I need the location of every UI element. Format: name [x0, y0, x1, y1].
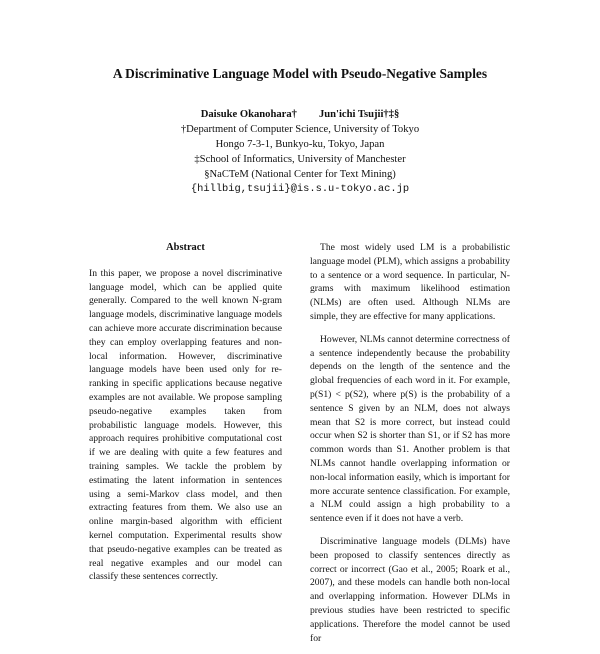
author-email: {hillbig,tsujii}@is.s.u-tokyo.ac.jp [190, 183, 410, 195]
body-paragraph-2: However, NLMs cannot determine correctness of a sentence independently because the probability depends on the length of the sentence and the global frequencies of each word in it. For example, p(S1) < p(S2), where p(S) is the probability of a sentence S given by an NLM, does not always mean that S2 is more correct, but instead could occur when S2 is shorter than S1, or if S2 has more common words than S1. Another problem is that NLMs cannot handle overlapping information or non-local information easily, which is important for more accurate sentence classification. For example, a NLM could assign a high probability to a sentence even if it does not have a verb. [310, 333, 510, 525]
affiliation-2: Hongo 7-3-1, Bunkyo-ku, Tokyo, Japan [215, 139, 385, 150]
author-name-1: Daisuke Okanohara† [200, 109, 297, 120]
abstract-heading: Abstract [166, 242, 205, 253]
affiliation-1: †Department of Computer Science, University of Tokyo [180, 124, 420, 135]
affiliation-3: ‡School of Informatics, University of Manchester [194, 154, 406, 165]
body-paragraph-1: The most widely used LM is a probabilistic language model (PLM), which assigns a probability to a sentence or a word sequence. In particular, N-grams with maximum likelihood estimation (NLMs) are often used. Although NLMs are simple, they are effective for many applications. [310, 242, 510, 322]
body-paragraph-3: Discriminative language models (DLMs) have been proposed to classify sentences directly as correct or incorrect (Gao et al., 2005; Roark et al., 2007), and these models can handle both non-local and overlapping information. However DLMs in previous studies have been restricted to specific applications. Therefore the model cannot be used for [310, 535, 510, 644]
author-block [0, 107, 600, 197]
intro-column [310, 241, 510, 654]
affiliation-4: §NaCTeM (National Center for Text Mining) [204, 169, 396, 180]
author-name-2: Jun'ichi Tsujii†‡§ [318, 109, 400, 120]
abstract-column [89, 241, 282, 593]
abstract-text: In this paper, we propose a novel discriminative language model, which can be applied quite generally. Compared to the well known N-gram language models, discriminative language models can achieve more accurate discrimination because they can employ overlapping features and non-local information. However, discriminative language models have been used only for re-ranking in specific applications because negative examples are not available. We propose sampling pseudo-negative examples taken from probabilistic language models. However, this approach requires prohibitive computational cost if we are dealing with quite a few features and training samples. We tackle the problem by estimating the latent information in sentences using a semi-Markov class model, and then extracting features from them. We also use an online margin-based algorithm with efficient kernel computation. Experimental results show that pseudo-negative examples can be treated as real negative examples and our model can classify these sentences correctly. [89, 267, 282, 583]
paper-title: A Discriminative Language Model with Pseudo-Negative Samples [112, 66, 488, 81]
author-names [0, 107, 600, 122]
